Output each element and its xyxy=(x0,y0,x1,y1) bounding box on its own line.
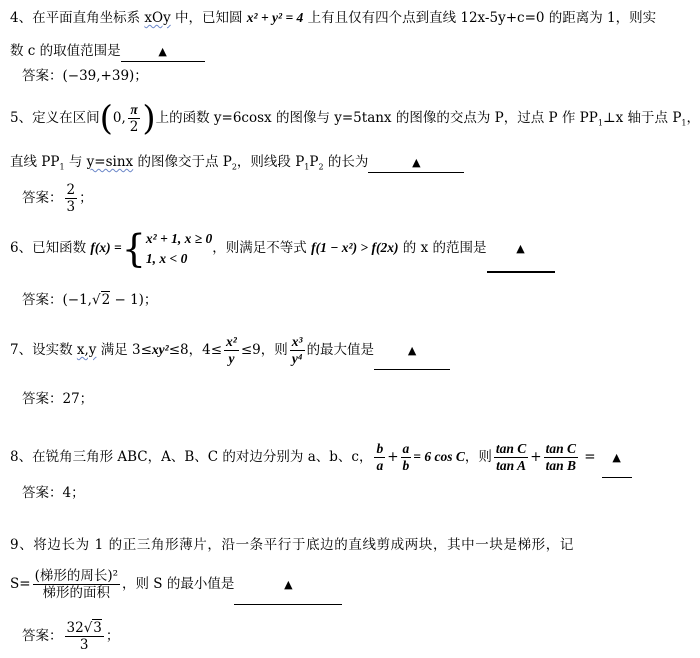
q4-answer-blank xyxy=(121,42,205,62)
q9-answer-sqrt: 3 xyxy=(93,620,102,636)
q5-text: 上的函数 y=6cosx 的图像与 y=5tanx 的图像的交点为 P，过点 P 作 PP xyxy=(155,110,598,126)
q8-answer-blank xyxy=(602,438,632,478)
fraction-numerator: x² xyxy=(226,334,237,349)
plus-sign: + xyxy=(530,449,542,465)
q5-answer xyxy=(22,180,93,216)
q7-xy: x,y xyxy=(76,342,97,358)
q7-xy2: xy² xyxy=(151,342,169,357)
equals-sign: = xyxy=(579,449,596,465)
q4-answer-value: (−39,+39)； xyxy=(62,68,148,84)
q6-answer xyxy=(22,291,157,309)
q4-text: 中，已知圆 xyxy=(170,10,247,26)
q7-text: 的最大值是 xyxy=(306,342,375,358)
fraction-denominator: a xyxy=(376,458,384,473)
triangle-icon: ▲ xyxy=(407,344,417,357)
q9-answer-coef: 32 xyxy=(66,620,84,636)
q5-pi-over-2 xyxy=(128,102,141,135)
q6-case-1: x² + 1, x ≥ 0 xyxy=(145,230,213,246)
q9-line-2 xyxy=(10,565,342,605)
q6-answer-value: − 1)； xyxy=(110,292,158,308)
q8-fraction-a-over-b xyxy=(401,441,412,474)
q5-text: 直线 PP xyxy=(10,154,60,170)
fraction-numerator: π xyxy=(128,102,141,119)
triangle-icon: ▲ xyxy=(284,578,293,591)
fraction-numerator: 2 xyxy=(66,182,76,198)
subscript: 1 xyxy=(304,162,310,172)
q9-text: ，则 S 的最小值是 xyxy=(122,576,235,592)
q6-text: ，则满足不等式 xyxy=(212,240,312,256)
q6-text: 已知函数 xyxy=(32,240,91,256)
fraction-denominator: y xyxy=(228,351,235,366)
q4-xoy: xOy xyxy=(144,10,171,26)
q6-answer-blank xyxy=(487,226,555,273)
q8-fraction-tanC-tanB xyxy=(544,441,578,474)
triangle-icon: ▲ xyxy=(516,242,525,255)
fraction-denominator: 3 xyxy=(79,637,89,653)
q4-text: 数 c 的取值范围是 xyxy=(10,43,121,59)
q6-number: 6、 xyxy=(10,240,33,256)
subscript: 1 xyxy=(59,162,65,172)
q5-text: 的图像交于点 P xyxy=(133,154,232,170)
q9-answer xyxy=(22,618,119,654)
fraction-denominator: y⁴ xyxy=(291,351,303,366)
q8-text: 在锐角三角形 ABC，A、B、C 的对边分别为 a、b、c， xyxy=(32,449,373,465)
answer-label: 答案： xyxy=(22,628,63,644)
fraction-numerator: tan C xyxy=(495,441,527,456)
q8-fraction-tanC-tanA xyxy=(494,441,528,474)
q8-number: 8、 xyxy=(10,449,33,465)
q7-line xyxy=(10,332,450,370)
subscript: 2 xyxy=(318,162,324,172)
triangle-icon: ▲ xyxy=(412,156,421,169)
left-paren: ( xyxy=(99,98,113,139)
q9-line-1 xyxy=(10,536,574,554)
q7-text: ≤9，则 xyxy=(240,342,288,358)
answer-label: 答案： xyxy=(22,68,63,84)
q8-answer-value: 4； xyxy=(62,485,85,501)
q9-answer-fraction xyxy=(65,620,104,653)
q5-line-2 xyxy=(10,153,464,177)
q4-answer xyxy=(22,67,148,85)
q7-text: 满足 3≤ xyxy=(96,342,152,358)
q7-answer xyxy=(22,390,93,408)
fraction-numerator: x³ xyxy=(291,334,303,349)
fraction-denominator: b xyxy=(402,458,410,473)
fraction-denominator: tan B xyxy=(545,458,576,473)
q6-answer-value: (−1, xyxy=(62,292,92,308)
q6-line xyxy=(10,226,555,272)
q5-text: ⊥x 轴于点 P xyxy=(602,110,682,126)
q5-text: ，则线段 P xyxy=(236,154,305,170)
triangle-icon: ▲ xyxy=(612,451,621,464)
fraction-denominator: 3 xyxy=(66,199,76,215)
q6-text: 的 x 的范围是 xyxy=(398,240,487,256)
q4-text: 在平面直角坐标系 xyxy=(32,10,145,26)
q9-s-label: S= xyxy=(10,576,31,592)
right-paren: ) xyxy=(142,98,156,139)
answer-label: 答案： xyxy=(22,292,63,308)
q5-interval-left: 0, xyxy=(112,110,126,126)
subscript: 1 xyxy=(681,118,687,128)
answer-label: 答案： xyxy=(22,485,63,501)
q9-answer-tail: ； xyxy=(105,628,120,644)
plus-sign: + xyxy=(387,449,399,465)
q8-fraction-b-over-a xyxy=(374,441,385,474)
sqrt-sign: √ xyxy=(91,292,101,308)
answer-label: 答案： xyxy=(22,190,63,206)
subscript: 2 xyxy=(231,162,237,172)
fraction-denominator: 2 xyxy=(129,119,139,135)
q4-circle-eq: x² + y² = 4 xyxy=(246,10,304,25)
q7-answer-value: 27； xyxy=(62,391,94,407)
q5-text: 的长为 xyxy=(323,154,369,170)
triangle-icon: ▲ xyxy=(158,45,167,58)
q5-answer-fraction xyxy=(65,182,78,215)
fraction-numerator: tan C xyxy=(545,441,576,456)
q7-fraction-2 xyxy=(290,334,305,367)
fraction-numerator xyxy=(65,620,104,637)
fraction-denominator: 梯形的面积 xyxy=(42,585,111,601)
q5-line-1 xyxy=(10,98,700,139)
q5-sinx: y=sinx xyxy=(86,154,134,170)
q8-line xyxy=(10,438,632,478)
sqrt-sign: √ xyxy=(83,620,93,636)
q6-function: f(x) = xyxy=(90,240,122,255)
subscript: 1 xyxy=(597,118,603,128)
q4-text: 上有且仅有四个点到直线 12x-5y+c=0 的距离为 1，则实 xyxy=(303,10,657,26)
q6-answer-sqrt: 2 xyxy=(101,292,111,308)
q6-case-2: 1, x < 0 xyxy=(145,250,188,266)
fraction-numerator: b xyxy=(376,441,384,456)
q7-fraction-1 xyxy=(224,334,239,367)
q9-fraction xyxy=(33,568,120,601)
fraction-numerator: (梯形的周长)² xyxy=(34,568,119,584)
q6-inequality: f(1 − x²) > f(2x) xyxy=(311,240,399,255)
q5-text: ， xyxy=(686,110,700,126)
q8-text: ，则 xyxy=(464,449,492,465)
q9-answer-blank xyxy=(234,565,342,605)
left-brace: { xyxy=(121,226,146,271)
q8-equation: = 6 cos C xyxy=(413,449,465,464)
q4-number: 4、 xyxy=(10,10,33,26)
q5-answer-tail: ； xyxy=(79,190,93,206)
fraction-denominator: tan A xyxy=(496,458,526,473)
q7-text: 设实数 xyxy=(32,342,77,358)
q8-answer xyxy=(22,484,85,502)
q5-text: 定义在区间 xyxy=(32,110,100,126)
q7-text: ≤8，4≤ xyxy=(168,342,223,358)
q9-number: 9、 xyxy=(10,537,34,553)
q4-line-2 xyxy=(10,42,205,62)
q5-text: P xyxy=(309,154,319,170)
fraction-numerator: a xyxy=(402,441,410,456)
q7-answer-blank xyxy=(374,332,450,370)
answer-label: 答案： xyxy=(22,391,63,407)
q7-number: 7、 xyxy=(10,342,33,358)
q5-number: 5、 xyxy=(10,110,33,126)
q4-line-1 xyxy=(10,9,656,27)
q9-text: 将边长为 1 的正三角形薄片，沿一条平行于底边的直线剪成两块，其中一块是梯形，记 xyxy=(33,537,574,553)
q5-answer-blank xyxy=(368,153,464,173)
q5-text: 与 xyxy=(64,154,87,170)
q6-piecewise xyxy=(146,229,212,269)
